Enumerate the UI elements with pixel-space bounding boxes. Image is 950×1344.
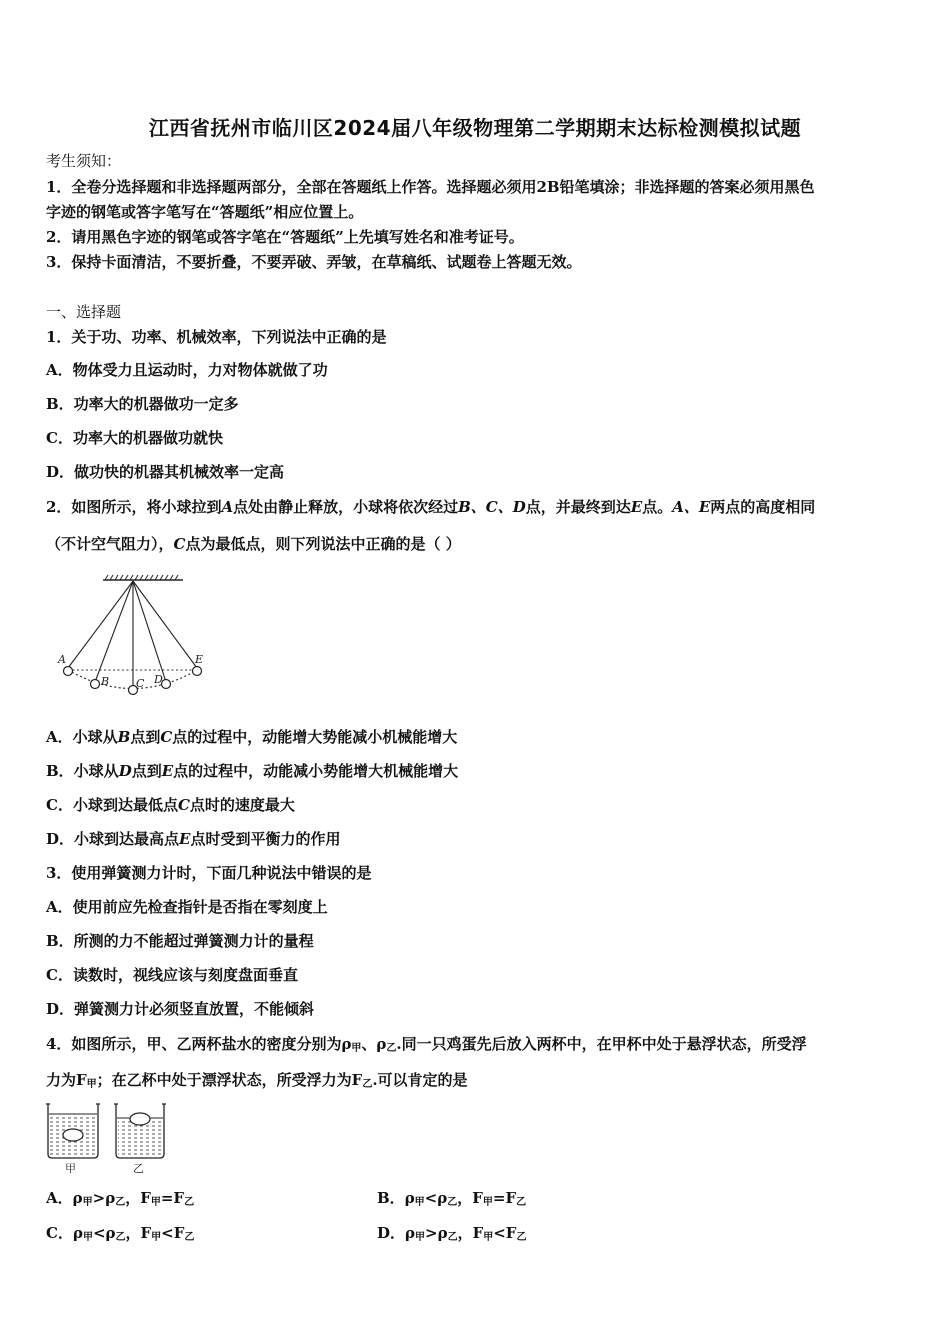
q2-option-a: A．小球从B点到C点的过程中，动能增大势能减小机械能增大 (46, 728, 458, 746)
beaker-yi (114, 1104, 166, 1158)
q2-stem-line2: （不计空气阻力），C点为最低点，则下列说法中正确的是（ ） (46, 535, 461, 553)
q4-option-b: B．$\rho_甲<\rho_乙$，$F_甲=F_乙$ (377, 1189, 527, 1208)
q1-option-c: C．功率大的机器做功就快 (46, 429, 223, 447)
q1-stem: 1．关于功、功率、机械效率，下列说法中正确的是 (46, 328, 387, 346)
pendulum-label-d: D (154, 673, 163, 686)
q2-option-b: B．小球从D点到E点的过程中，动能减小势能增大机械能增大 (46, 762, 459, 780)
q3-option-a: A．使用前应先检查指针是否指在零刻度上 (46, 898, 328, 916)
notice-item-1-cont: 字迹的钢笔或答字笔写在“答题纸”相应位置上。 (46, 203, 364, 221)
q4-stem-line1: 4．如图所示，甲、乙两杯盐水的密度分别为$\rho_甲$、$\rho_乙$.同一只鸡蛋先后放入两杯中，在甲杯中处于悬浮状态，所受浮 (46, 1035, 807, 1054)
q2-stem-line1: 2．如图所示，将小球拉到A点处由静止释放，小球将依次经过B、C、D点，并最终到达E点。A、E两点的高度相同 (46, 498, 816, 516)
q1-option-b: B．功率大的机器做功一定多 (46, 395, 239, 413)
beakers-figure (44, 1100, 174, 1175)
q4-stem-line2: 力为$F_甲$；在乙杯中处于漂浮状态，所受浮力为$F_乙$.可以肯定的是 (46, 1071, 468, 1090)
pendulum-label-e: E (195, 653, 204, 666)
notice-heading: 考生须知： (46, 152, 122, 170)
q4-option-a: A．$\rho_甲>\rho_乙$，$F_甲=F_乙$ (46, 1189, 195, 1208)
notice-item-3: 3．保持卡面清洁，不要折叠，不要弄破、弄皱，在草稿纸、试题卷上答题无效。 (46, 253, 582, 271)
exam-title: 江西省抚州市临川区2024届八年级物理第二学期期末达标检测模拟试题 (148, 116, 802, 140)
q2-option-c: C．小球到达最低点C点时的速度最大 (46, 796, 295, 814)
q1-option-d: D．做功快的机器其机械效率一定高 (46, 463, 285, 481)
beaker-label-jia: 甲 (65, 1162, 76, 1175)
q4-option-d: D．$\rho_甲>\rho_乙$，$F_甲<F_乙$ (377, 1224, 527, 1243)
q1-option-a: A．物体受力且运动时，力对物体就做了功 (46, 361, 328, 379)
q4-option-c: C．$\rho_甲<\rho_乙$，$F_甲<F_乙$ (46, 1224, 195, 1243)
q2-option-d: D．小球到达最高点E点时受到平衡力的作用 (46, 830, 341, 848)
q3-stem: 3．使用弹簧测力计时，下面几种说法中错误的是 (46, 864, 372, 882)
beaker-jia (46, 1104, 100, 1158)
pendulum-label-c: C (136, 677, 145, 690)
q3-option-d: D．弹簧测力计必须竖直放置，不能倾斜 (46, 1000, 315, 1018)
q3-option-c: C．读数时，视线应该与刻度盘面垂直 (46, 966, 298, 984)
beaker-label-yi: 乙 (133, 1162, 144, 1175)
pendulum-label-a: A (58, 653, 66, 666)
pendulum-figure (55, 572, 215, 732)
notice-item-2: 2．请用黑色字迹的钢笔或答字笔在“答题纸”上先填写姓名和准考证号。 (46, 228, 524, 246)
q3-option-b: B．所测的力不能超过弹簧测力计的量程 (46, 932, 314, 950)
notice-item-1: 1．全卷分选择题和非选择题两部分，全部在答题纸上作答。选择题必须用2B铅笔填涂；非选择题的答案必须用黑色 (46, 178, 815, 196)
section-heading: 一、选择题 (46, 303, 122, 321)
pendulum-label-b: B (101, 675, 110, 688)
